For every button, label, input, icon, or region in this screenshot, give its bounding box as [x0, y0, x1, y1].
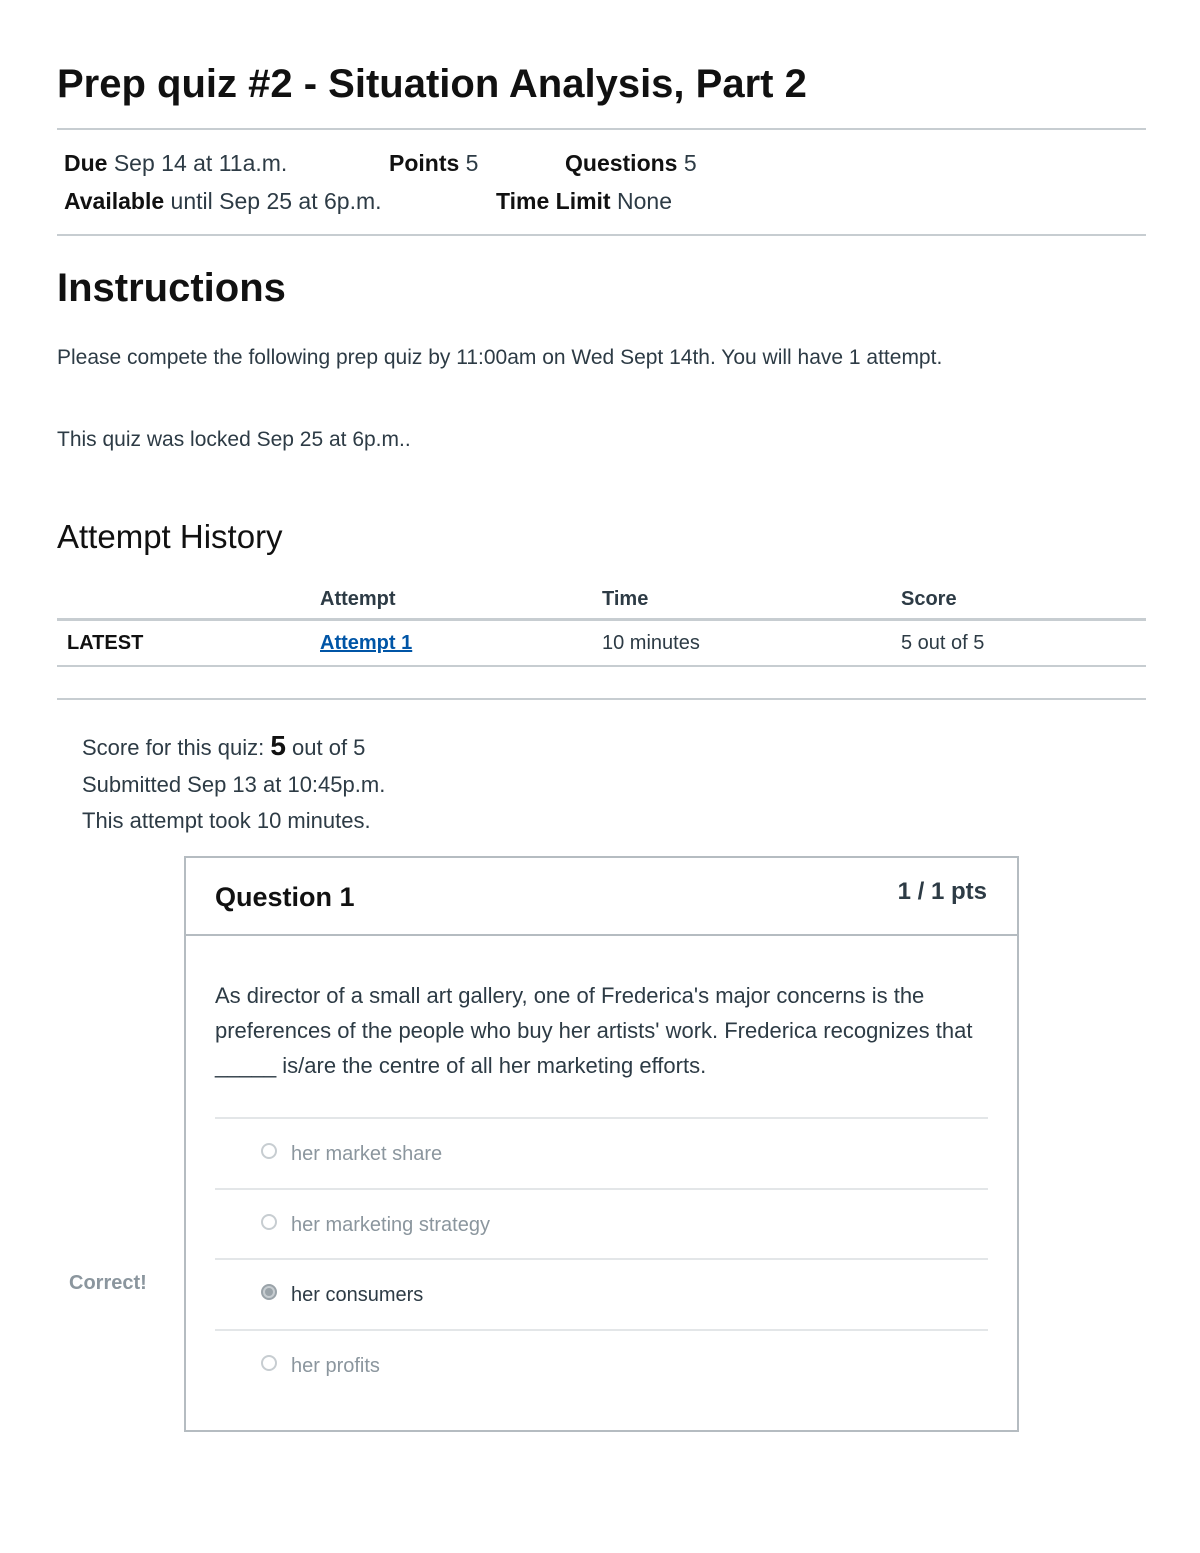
answer-option[interactable] [215, 1329, 988, 1401]
attempt-history-heading: Attempt History [57, 518, 283, 555]
radio-button-selected[interactable] [261, 1284, 277, 1300]
score-prefix: Score for this quiz: [82, 735, 265, 760]
answer-label: her profits [291, 1355, 380, 1377]
question-card [184, 856, 1019, 1432]
available-value: until Sep 25 at 6p.m. [170, 188, 382, 214]
divider [57, 234, 1146, 236]
points-detail [389, 150, 478, 177]
score-cell: 5 out of 5 [891, 620, 1146, 667]
column-header [57, 580, 310, 620]
answer-option[interactable] [215, 1117, 988, 1189]
answer-label: her marketing strategy [291, 1214, 490, 1236]
column-header-time: Time [592, 580, 891, 620]
table-header-row [57, 580, 1146, 620]
instructions-text: Please compete the following prep quiz by 11:00am on Wed Sept 14th. You will have 1 attempt. [57, 346, 943, 369]
radio-button[interactable] [261, 1214, 277, 1230]
attempt-link[interactable]: Attempt 1 [320, 631, 413, 654]
question-header [186, 858, 1017, 936]
answer-label: her market share [291, 1143, 443, 1165]
quiz-score [82, 730, 365, 762]
attempt-history-table [57, 580, 1146, 667]
latest-tag: LATEST [57, 620, 310, 667]
answer-option[interactable] [215, 1188, 988, 1260]
time-limit-label: Time Limit [496, 188, 611, 214]
due-label: Due [64, 150, 108, 176]
radio-button[interactable] [261, 1143, 277, 1159]
page-title: Prep quiz #2 - Situation Analysis, Part 2 [57, 62, 807, 106]
questions-label: Questions [565, 150, 678, 176]
time-cell: 10 minutes [592, 620, 891, 667]
answer-label: her consumers [291, 1284, 424, 1306]
available-detail [64, 188, 382, 215]
available-label: Available [64, 188, 165, 214]
time-limit-detail [496, 188, 672, 215]
points-label: Points [389, 150, 460, 176]
column-header-attempt: Attempt [310, 580, 592, 620]
due-value: Sep 14 at 11a.m. [113, 150, 288, 176]
locked-notice: This quiz was locked Sep 25 at 6p.m.. [57, 428, 411, 451]
divider [57, 698, 1146, 700]
table-row [57, 620, 1146, 667]
correct-answer-tag: Correct! [69, 1272, 147, 1294]
questions-value: 5 [683, 150, 697, 176]
divider [57, 128, 1146, 130]
question-text: As director of a small art gallery, one of Frederica's major concerns is the preferences of the people who buy her artists' work. Frederica recognizes that _____ is/are the centre of all her marketing efforts. [215, 983, 973, 1078]
due-detail [64, 150, 287, 177]
attempt-duration: This attempt took 10 minutes. [82, 808, 371, 833]
score-value: 5 [270, 730, 286, 761]
answer-option-selected[interactable] [215, 1258, 988, 1330]
instructions-heading: Instructions [57, 266, 286, 310]
attempt-cell [310, 620, 592, 667]
question-points: 1 / 1 pts [897, 878, 987, 905]
question-title: Question 1 [215, 882, 355, 912]
submitted-time: Submitted Sep 13 at 10:45p.m. [82, 772, 386, 797]
questions-detail [565, 150, 697, 177]
points-value: 5 [465, 150, 479, 176]
time-limit-value: None [617, 188, 672, 214]
column-header-score: Score [891, 580, 1146, 620]
score-suffix: out of 5 [292, 735, 366, 760]
radio-button[interactable] [261, 1355, 277, 1371]
